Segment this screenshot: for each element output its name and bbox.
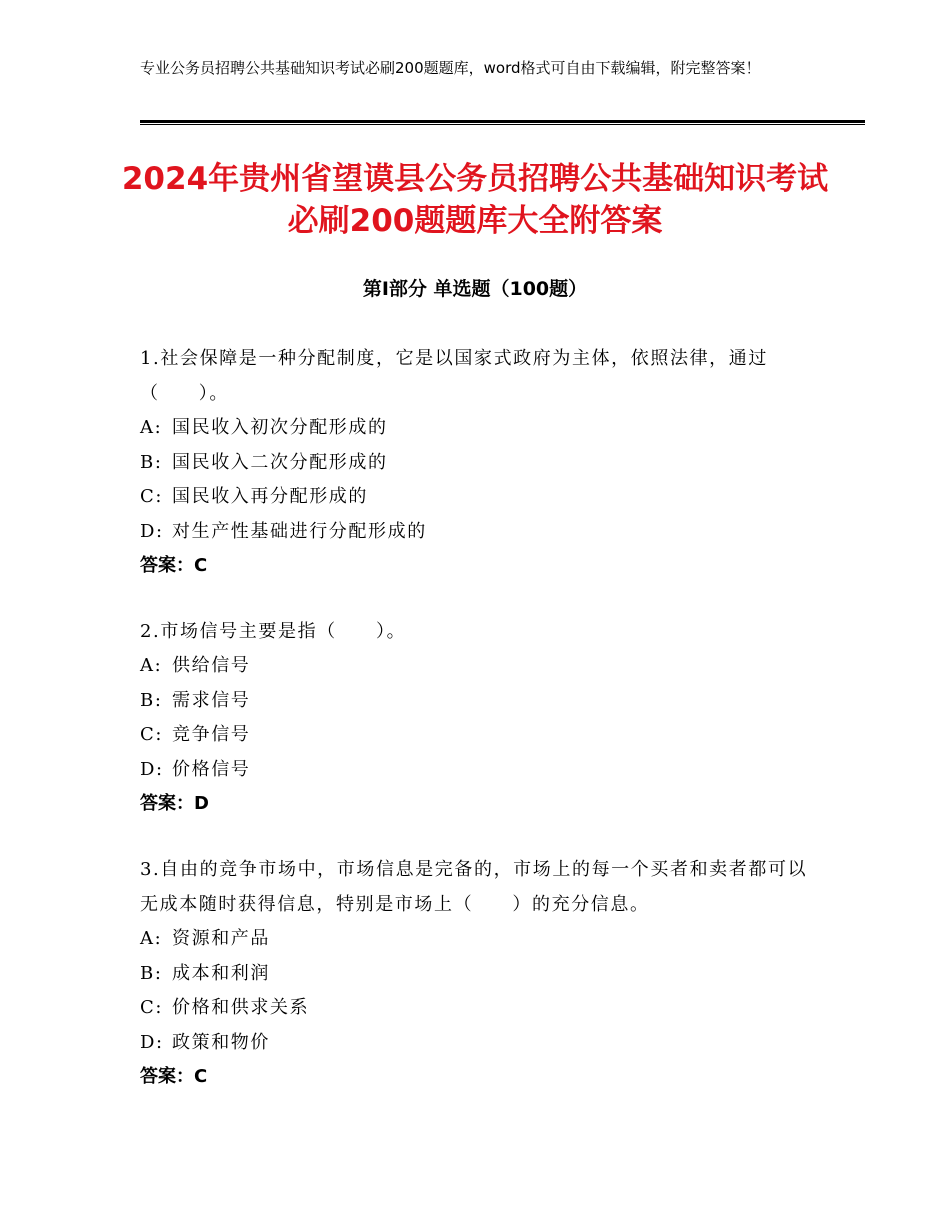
answer: 答案：C [140,1066,208,1087]
option-c [140,718,820,753]
option-letter: D: [140,758,164,780]
option-d [140,1026,820,1061]
option-text: 竞争信号 [172,724,251,745]
option-letter: D: [140,520,164,542]
option-text: 国民收入初次分配形成的 [172,417,388,438]
option-text: 价格和供求关系 [172,997,310,1018]
option-letter: C: [140,486,164,507]
option-text: 成本和利润 [172,962,270,984]
question-stem: 2.市场信号主要是指（ ）。 [140,621,407,642]
answer: 答案：C [140,555,208,576]
answer: 答案：D [140,793,209,814]
option-letter: B: [140,689,163,711]
option-text: 国民收入二次分配形成的 [172,451,388,473]
question-stem: 1.社会保障是一种分配制度，它是以国家式政府为主体，依照法律，通过（ ）。 [140,348,768,404]
option-text: 供给信号 [172,655,251,676]
option-letter: A: [140,417,163,438]
option-letter: A: [140,928,163,949]
option-text: 对生产性基础进行分配形成的 [172,520,427,542]
document-title: 2024年贵州省望谟县公务员招聘公共基础知识考试必刷200题题库大全附答案 [121,161,829,239]
header-divider-thin [140,124,865,125]
option-text: 需求信号 [172,689,251,711]
option-b [140,957,820,992]
option-c [140,480,820,515]
option-letter: B: [140,451,163,473]
option-letter: B: [140,962,163,984]
option-a [140,649,820,684]
option-letter: A: [140,655,163,676]
option-text: 资源和产品 [172,928,270,949]
option-c [140,991,820,1026]
option-b [140,684,820,719]
option-letter: C: [140,724,164,745]
option-text: 政策和物价 [172,1031,270,1053]
option-text: 价格信号 [172,758,251,780]
section-heading: 第Ⅰ部分 单选题（100题） [362,278,588,300]
question-3 [140,852,820,1094]
question-stem: 3.自由的竞争市场中，市场信息是完备的，市场上的每一个买者和卖者都可以无成本随时获得信息，特别是市场上（ ）的充分信息。 [140,859,808,915]
header-divider [140,120,865,125]
option-letter: D: [140,1031,164,1053]
option-b [140,446,820,481]
option-d [140,515,820,550]
header-note: 专业公务员招聘公共基础知识考试必刷200题题库，word格式可自由下载编辑，附完整答案！ [140,59,761,77]
option-text: 国民收入再分配形成的 [172,486,368,507]
question-1 [140,341,820,583]
question-2 [140,614,820,821]
header-divider-thick [140,120,865,123]
option-d [140,753,820,788]
option-a [140,922,820,957]
option-letter: C: [140,997,164,1018]
option-a [140,411,820,446]
